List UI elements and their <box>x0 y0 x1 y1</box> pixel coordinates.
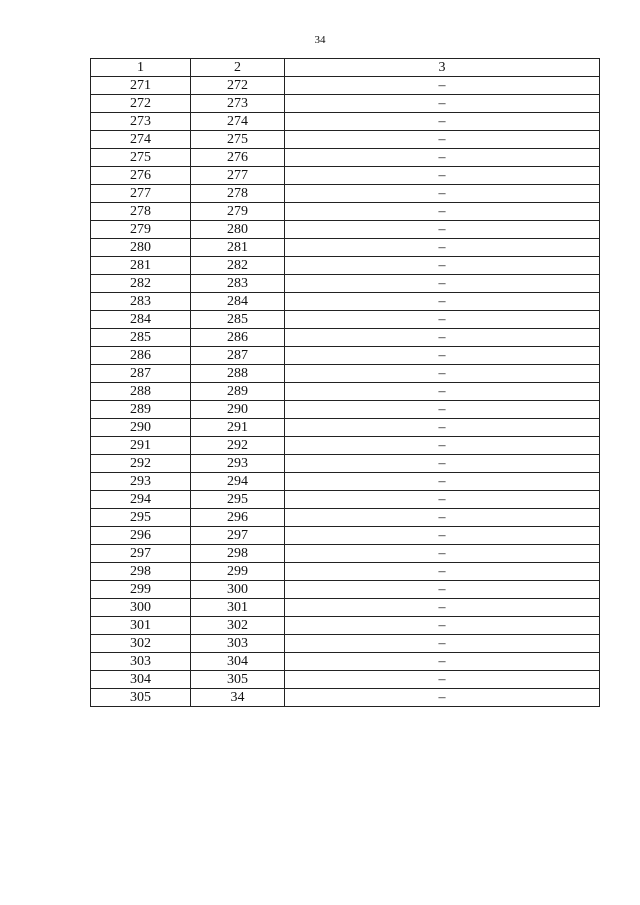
table-cell: – <box>285 293 600 311</box>
table-cell: – <box>285 527 600 545</box>
table-cell: 271 <box>91 77 191 95</box>
table-cell: – <box>285 257 600 275</box>
table-cell: – <box>285 77 600 95</box>
table-cell: 279 <box>191 203 285 221</box>
table-cell: 292 <box>191 437 285 455</box>
table-cell: – <box>285 131 600 149</box>
table-cell: – <box>285 113 600 131</box>
table-cell: 291 <box>191 419 285 437</box>
data-table <box>90 58 600 707</box>
table-cell: 278 <box>91 203 191 221</box>
table-row <box>91 275 600 293</box>
table-row <box>91 185 600 203</box>
table-row <box>91 347 600 365</box>
table-cell: 286 <box>191 329 285 347</box>
table-cell: 300 <box>91 599 191 617</box>
table-cell: 301 <box>91 617 191 635</box>
table-cell: 293 <box>191 455 285 473</box>
table-cell: 289 <box>91 401 191 419</box>
table-cell: 283 <box>91 293 191 311</box>
table-cell: – <box>285 563 600 581</box>
table-cell: 298 <box>91 563 191 581</box>
table-cell: 304 <box>91 671 191 689</box>
table-cell: – <box>285 311 600 329</box>
table-row <box>91 239 600 257</box>
table-cell: – <box>285 221 600 239</box>
table-cell: 273 <box>91 113 191 131</box>
table-row <box>91 653 600 671</box>
table-row <box>91 437 600 455</box>
table-row <box>91 131 600 149</box>
table-cell: 277 <box>191 167 285 185</box>
table-cell: 299 <box>191 563 285 581</box>
table-cell: 274 <box>191 113 285 131</box>
table-cell: 302 <box>91 635 191 653</box>
table-cell: 278 <box>191 185 285 203</box>
table-row <box>91 671 600 689</box>
table-cell: – <box>285 167 600 185</box>
table-cell: – <box>285 581 600 599</box>
table-cell: – <box>285 545 600 563</box>
table-row <box>91 563 600 581</box>
table-cell: 302 <box>191 617 285 635</box>
table-cell: 298 <box>191 545 285 563</box>
table-cell: – <box>285 401 600 419</box>
table-row <box>91 419 600 437</box>
table-cell: 294 <box>191 473 285 491</box>
table-cell: – <box>285 617 600 635</box>
table-cell: 288 <box>91 383 191 401</box>
table-row <box>91 527 600 545</box>
table-cell: – <box>285 419 600 437</box>
column-header: 2 <box>191 59 285 77</box>
table-row <box>91 113 600 131</box>
table-cell: 296 <box>91 527 191 545</box>
table-cell: – <box>285 671 600 689</box>
table-cell: – <box>285 599 600 617</box>
table-cell: 275 <box>91 149 191 167</box>
table-cell: – <box>285 95 600 113</box>
table-cell: – <box>285 689 600 707</box>
table-row <box>91 167 600 185</box>
table-cell: 284 <box>91 311 191 329</box>
table-cell: – <box>285 347 600 365</box>
table-cell: – <box>285 329 600 347</box>
table-row <box>91 401 600 419</box>
table-cell: 282 <box>191 257 285 275</box>
table-cell: 285 <box>91 329 191 347</box>
table-row <box>91 491 600 509</box>
table-cell: 299 <box>91 581 191 599</box>
table-cell: 34 <box>191 689 285 707</box>
table-cell: 297 <box>91 545 191 563</box>
table-row <box>91 635 600 653</box>
table-cell: 297 <box>191 527 285 545</box>
table-cell: 287 <box>191 347 285 365</box>
table-row <box>91 473 600 491</box>
table-cell: 276 <box>91 167 191 185</box>
table-cell: 287 <box>91 365 191 383</box>
table-cell: 295 <box>191 491 285 509</box>
page-number: 34 <box>314 34 326 46</box>
table-header-row <box>91 59 600 77</box>
table-row <box>91 149 600 167</box>
table-row <box>91 329 600 347</box>
table-body <box>91 77 600 707</box>
table-row <box>91 599 600 617</box>
table-row <box>91 293 600 311</box>
table-cell: 275 <box>191 131 285 149</box>
table-cell: 288 <box>191 365 285 383</box>
table-cell: 289 <box>191 383 285 401</box>
table-cell: 280 <box>191 221 285 239</box>
column-header: 3 <box>285 59 600 77</box>
table-row <box>91 95 600 113</box>
table-cell: 281 <box>191 239 285 257</box>
table-row <box>91 545 600 563</box>
table-cell: 296 <box>191 509 285 527</box>
table-row <box>91 617 600 635</box>
table-cell: 284 <box>191 293 285 311</box>
table-cell: 280 <box>91 239 191 257</box>
table-row <box>91 257 600 275</box>
table-cell: 301 <box>191 599 285 617</box>
table-cell: 300 <box>191 581 285 599</box>
table-cell: 281 <box>91 257 191 275</box>
table-cell: 290 <box>91 419 191 437</box>
table-cell: 283 <box>191 275 285 293</box>
table-row <box>91 383 600 401</box>
table-cell: – <box>285 185 600 203</box>
column-header: 1 <box>91 59 191 77</box>
table-cell: – <box>285 491 600 509</box>
table-cell: – <box>285 473 600 491</box>
table-cell: 272 <box>91 95 191 113</box>
table-cell: – <box>285 437 600 455</box>
table-cell: 295 <box>91 509 191 527</box>
table-cell: 303 <box>91 653 191 671</box>
table-cell: 305 <box>91 689 191 707</box>
table-cell: 290 <box>191 401 285 419</box>
table-cell: 304 <box>191 653 285 671</box>
table-row <box>91 455 600 473</box>
table-cell: 282 <box>91 275 191 293</box>
table-cell: – <box>285 149 600 167</box>
table-cell: – <box>285 239 600 257</box>
table-cell: 273 <box>191 95 285 113</box>
table-cell: – <box>285 203 600 221</box>
table-cell: – <box>285 275 600 293</box>
table-cell: 285 <box>191 311 285 329</box>
table-cell: – <box>285 365 600 383</box>
table-cell: – <box>285 635 600 653</box>
table-cell: 276 <box>191 149 285 167</box>
table-cell: – <box>285 653 600 671</box>
table-row <box>91 77 600 95</box>
table-row <box>91 221 600 239</box>
table-row <box>91 203 600 221</box>
table-cell: 274 <box>91 131 191 149</box>
table-cell: 286 <box>91 347 191 365</box>
table-cell: – <box>285 383 600 401</box>
table-row <box>91 365 600 383</box>
table-cell: – <box>285 455 600 473</box>
table-cell: 272 <box>191 77 285 95</box>
table-cell: 291 <box>91 437 191 455</box>
table-cell: 294 <box>91 491 191 509</box>
table-cell: 303 <box>191 635 285 653</box>
table-cell: 305 <box>191 671 285 689</box>
table-cell: 277 <box>91 185 191 203</box>
table-cell: – <box>285 509 600 527</box>
table-row <box>91 689 600 707</box>
table-cell: 279 <box>91 221 191 239</box>
table-row <box>91 581 600 599</box>
table-cell: 293 <box>91 473 191 491</box>
table-row <box>91 311 600 329</box>
table-cell: 292 <box>91 455 191 473</box>
table-row <box>91 509 600 527</box>
